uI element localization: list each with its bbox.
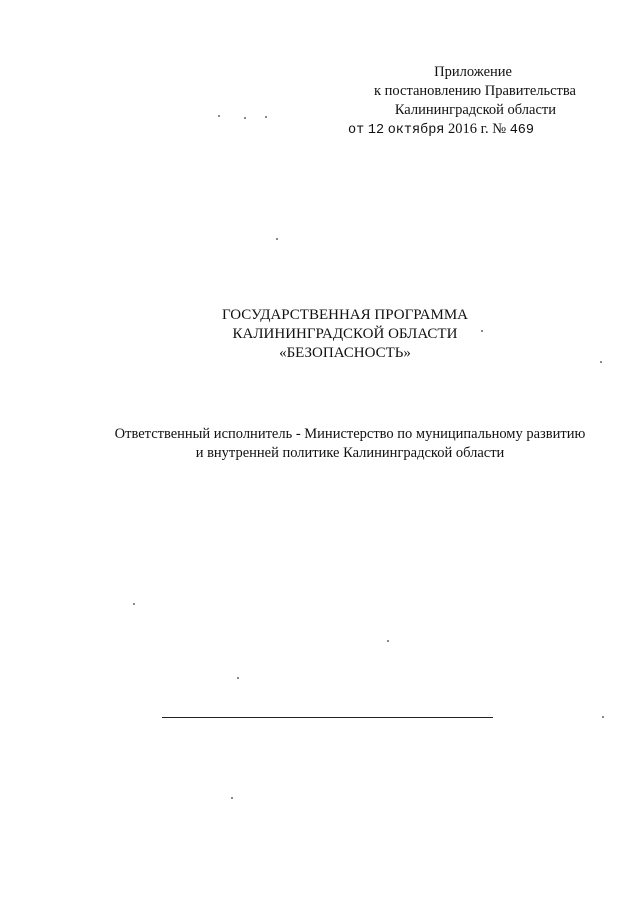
horizontal-rule	[162, 717, 493, 718]
executor-line-2: и внутренней политике Калининградской области	[195, 445, 505, 461]
scan-speck	[387, 640, 389, 642]
appendix-date-line	[276, 120, 576, 140]
responsible-executor	[0, 425, 640, 463]
appendix-block	[276, 63, 576, 140]
executor-line-1: Ответственный исполнитель - Министерство по муниципальному развитию	[114, 426, 586, 442]
scan-speck	[218, 115, 220, 117]
decree-number: 469	[509, 123, 534, 138]
scan-speck	[133, 603, 135, 605]
scan-speck	[265, 116, 267, 118]
scan-speck	[231, 797, 233, 799]
scan-speck	[244, 117, 246, 119]
appendix-region-line: Калининградской области	[394, 102, 556, 118]
scan-speck	[600, 361, 602, 363]
scan-speck	[481, 330, 483, 332]
appendix-title: Приложение	[434, 64, 512, 80]
program-title-line-2: КАЛИНИНГРАДСКОЙ ОБЛАСТИ	[232, 326, 458, 342]
program-title-line-1: ГОСУДАРСТВЕННАЯ ПРОГРАММА	[221, 307, 469, 323]
date-year: 2016 г. №	[448, 121, 507, 137]
program-title	[0, 306, 640, 363]
date-day: 12	[367, 123, 385, 138]
appendix-decree-line: к постановлению Правительства	[374, 83, 576, 99]
scan-speck	[602, 716, 604, 718]
program-title-line-3: «БЕЗОПАСНОСТЬ»	[279, 345, 411, 361]
date-prefix: от	[348, 123, 365, 138]
scan-speck	[276, 238, 278, 240]
date-month: октября	[387, 123, 445, 138]
scan-speck	[237, 677, 239, 679]
